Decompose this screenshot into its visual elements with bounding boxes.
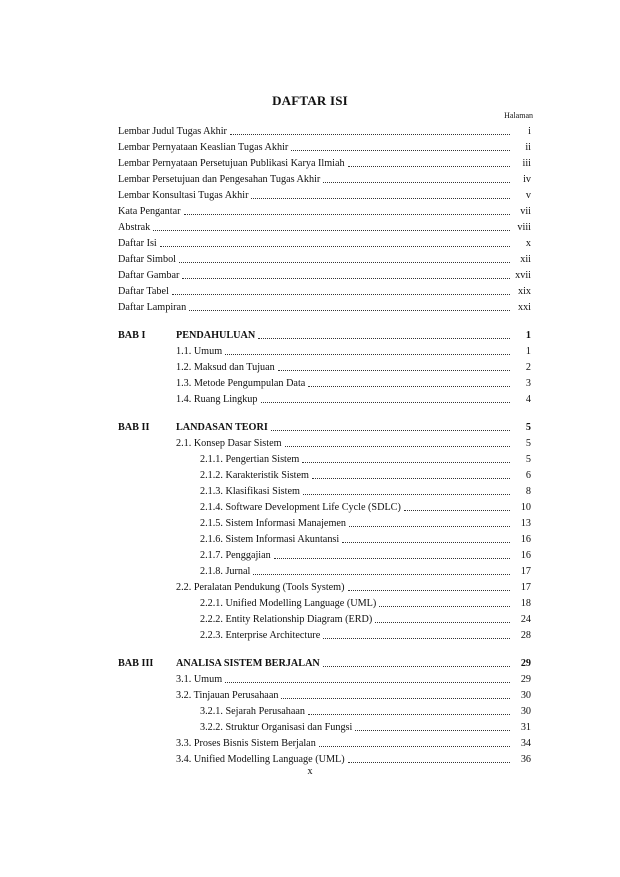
toc-entry: 2.1.6. Sistem Informasi Akuntansi 16: [200, 534, 531, 545]
toc-entry: Lembar Konsultasi Tugas Akhir v: [118, 190, 531, 201]
toc-entry: 2.2.1. Unified Modelling Language (UML) 18: [200, 598, 531, 609]
toc-entry: 3.2.1. Sejarah Perusahaan 30: [200, 706, 531, 717]
toc-entry: Lembar Pernyataan Persetujuan Publikasi Karya Ilmiah iii: [118, 158, 531, 169]
toc-entry: 2.1.3. Klasifikasi Sistem 8: [200, 486, 531, 497]
toc-entry: 2.1.2. Karakteristik Sistem 6: [200, 470, 531, 481]
toc-chapter: BAB I PENDAHULUAN 1: [118, 330, 531, 341]
toc-entry: Lembar Persetujuan dan Pengesahan Tugas Akhir iv: [118, 174, 531, 185]
toc-entry: Lembar Judul Tugas Akhir i: [118, 126, 531, 137]
toc-entry: Daftar Lampiran xxi: [118, 302, 531, 313]
toc-entry: 3.2.2. Struktur Organisasi dan Fungsi 31: [200, 722, 531, 733]
toc-entry: 2.2. Peralatan Pendukung (Tools System) 17: [176, 582, 531, 593]
toc-entry: 2.2.3. Enterprise Architecture 28: [200, 630, 531, 641]
toc-entry: 2.1.1. Pengertian Sistem 5: [200, 454, 531, 465]
toc-entry: Kata Pengantar vii: [118, 206, 531, 217]
toc-entry: Abstrak viii: [118, 222, 531, 233]
toc-entry: 1.1. Umum 1: [176, 346, 531, 357]
toc-entry: 3.2. Tinjauan Perusahaan 30: [176, 690, 531, 701]
toc-entry: Daftar Tabel xix: [118, 286, 531, 297]
toc-entry: 2.1. Konsep Dasar Sistem 5: [176, 438, 531, 449]
toc-chapter: BAB III ANALISA SISTEM BERJALAN 29: [118, 658, 531, 669]
toc-entry: 1.4. Ruang Lingkup 4: [176, 394, 531, 405]
toc-entry: Lembar Pernyataan Keaslian Tugas Akhir ii: [118, 142, 531, 153]
page-title: DAFTAR ISI: [272, 93, 348, 108]
toc-entry: 1.2. Maksud dan Tujuan 2: [176, 362, 531, 373]
toc-entry: Daftar Simbol xii: [118, 254, 531, 265]
toc-entry: 2.1.7. Penggajian 16: [200, 550, 531, 561]
toc-chapter: BAB II LANDASAN TEORI 5: [118, 422, 531, 433]
toc-entry: 1.3. Metode Pengumpulan Data 3: [176, 378, 531, 389]
page-column-header: Halaman: [504, 111, 533, 120]
toc-entry: 2.1.5. Sistem Informasi Manajemen 13: [200, 518, 531, 529]
toc-entry: Daftar Isi x: [118, 238, 531, 249]
toc-entry: 3.3. Proses Bisnis Sistem Berjalan 34: [176, 738, 531, 749]
toc-entry: 3.1. Umum 29: [176, 674, 531, 685]
toc-entry: 3.4. Unified Modelling Language (UML) 36: [176, 754, 531, 765]
toc-entry: Daftar Gambar xvii: [118, 270, 531, 281]
toc-entry: 2.2.2. Entity Relationship Diagram (ERD) 24: [200, 614, 531, 625]
page-number: x: [307, 766, 313, 777]
toc-entry: 2.1.8. Jurnal 17: [200, 566, 531, 577]
toc-entry: 2.1.4. Software Development Life Cycle (SDLC) 10: [200, 502, 531, 513]
